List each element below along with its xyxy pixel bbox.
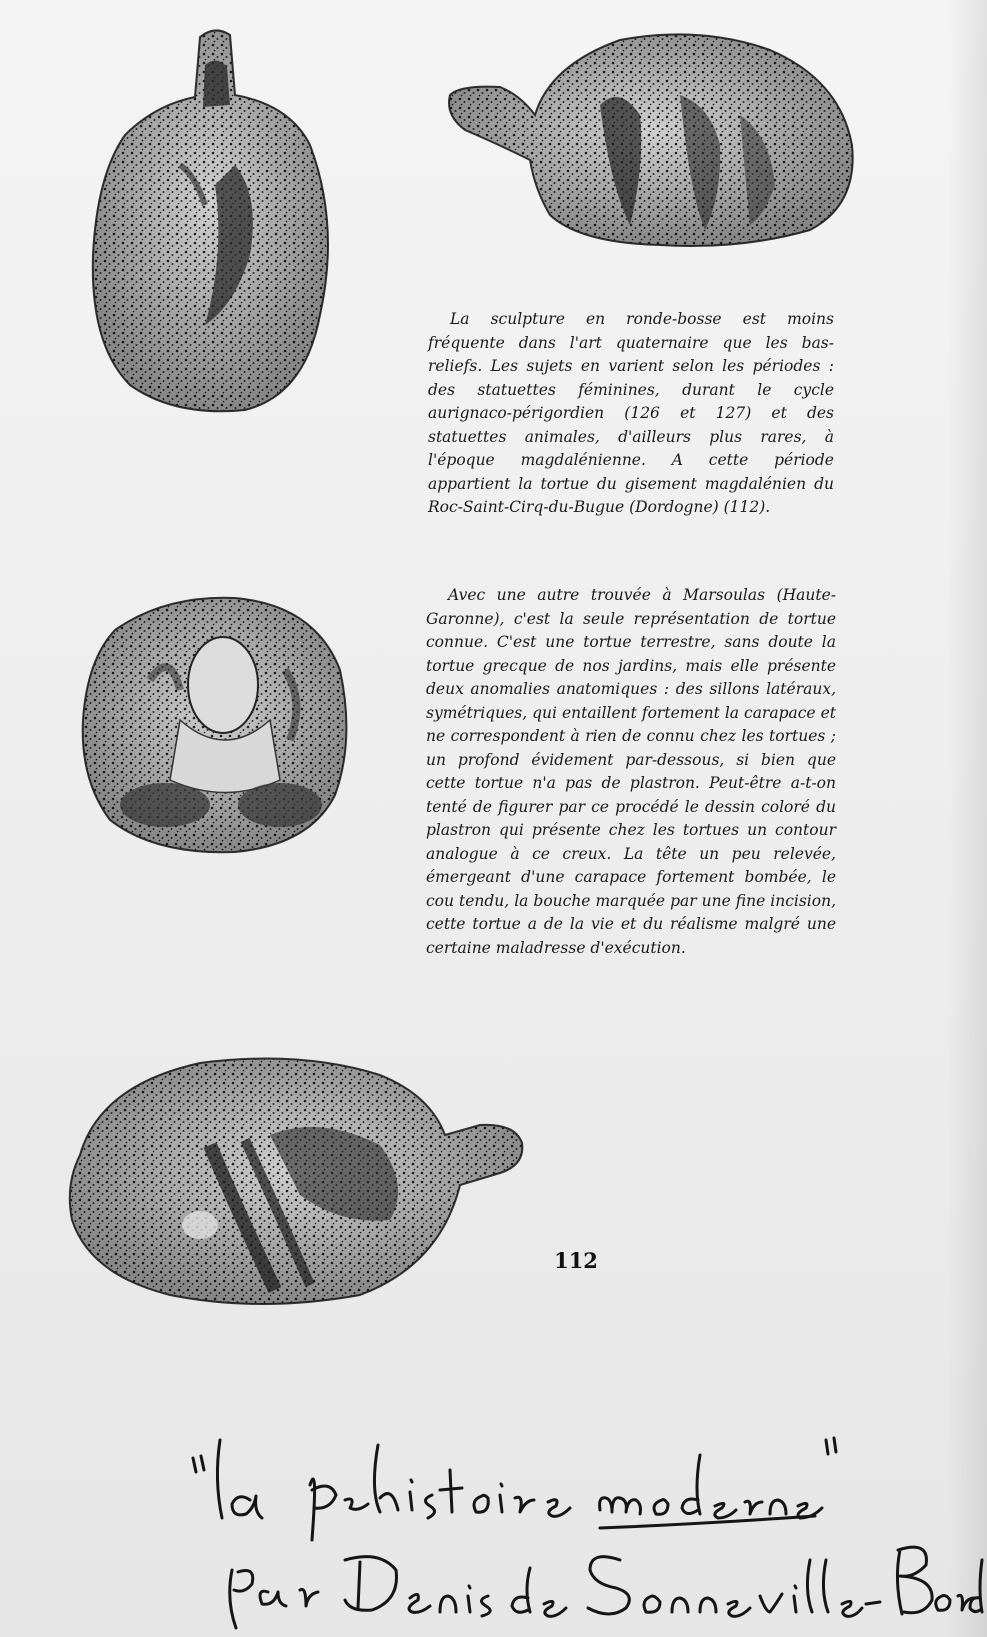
tortoise-underside-illustration bbox=[75, 590, 355, 860]
tortoise-front-view-illustration bbox=[85, 25, 345, 420]
tortoise-profile-illustration bbox=[60, 1045, 530, 1315]
tortoise-description-paragraph: Avec une autre trouvée à Marsoulas (Haute-Garonne), c'est la seule représentation de tortue connue. C'est une tortue terrestre, sans doute la tortue grecque de nos jardins, mais elle présente deux anomalies anatomiques : des sillons latéraux, symétriques, qui entaillent fortement la carapace et ne correspondent à rien de connu chez les tortues ; un profond évidement par-dessous, si bien que cette tortue n'a pas de plastron. Peut-être a-t-on tenté de figurer par ce procédé le dessin coloré du plastron qui présente chez les tortues un contour analogue à ce creux. La tête un peu relevée, émergeant d'une carapace fortement bombée, le cou tendu, la bouche marquée par une fine incision, cette tortue a de la vie et du réalisme malgré une certaine maladresse d'exécution. bbox=[426, 586, 836, 957]
photo-page-edge-shadow bbox=[947, 0, 987, 1637]
tortoise-side-view-illustration bbox=[440, 25, 860, 255]
plate-number: 112 bbox=[554, 1248, 598, 1273]
handwritten-inscription bbox=[0, 1400, 987, 1637]
sculpture-caption-paragraph: La sculpture en ronde-bosse est moins fréquente dans l'art quaternaire que les bas-reliefs. Les sujets en varient selon les périodes : des statuettes féminines, durant le cycle aurignaco-périgordien (126 et 127) et des statuettes animales, d'ailleurs plus rares, à l'époque magdalénienne. A cette période appartient la tortue du gisement magdalénien du Roc-Saint-Cirq-du-Bugue (Dordogne) (112). bbox=[428, 310, 834, 516]
